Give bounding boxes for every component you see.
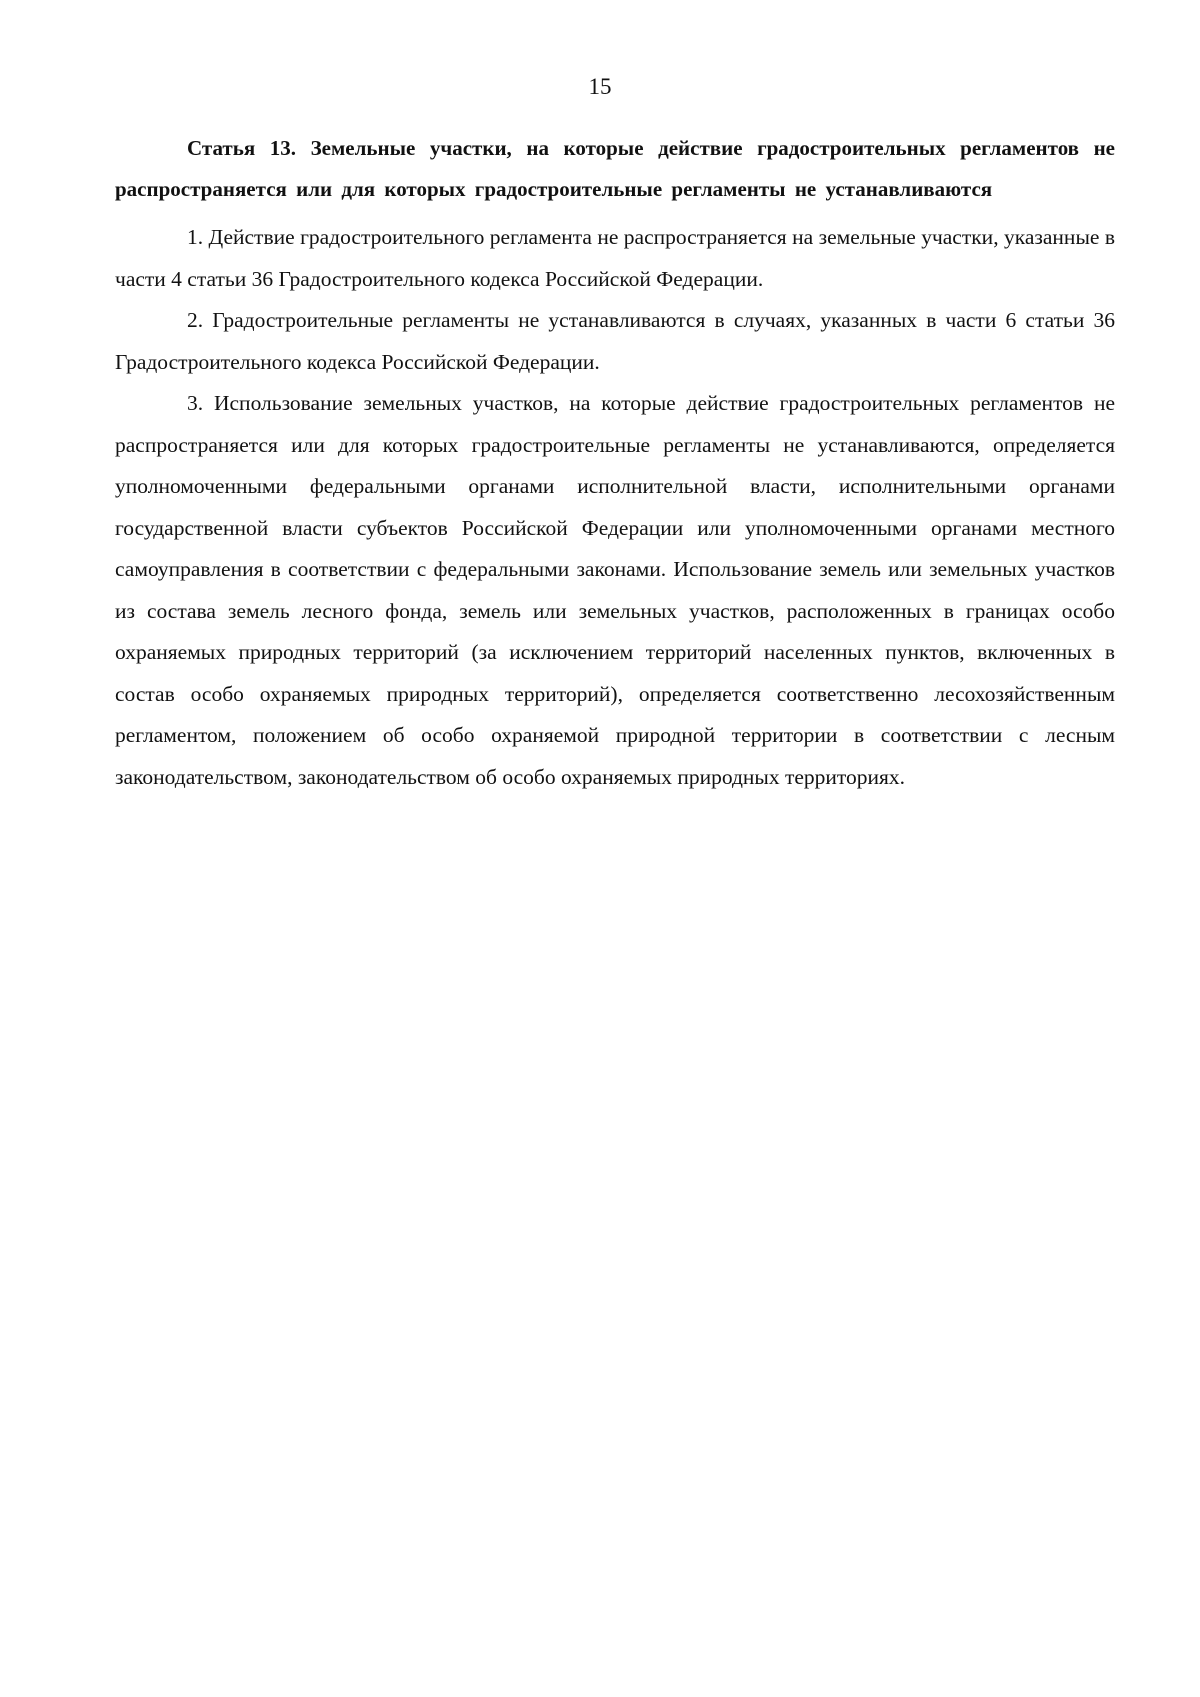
article-paragraph-3: 3. Использование земельных участков, на которые действие градостроительных регламентов не распространяется или для которых градостроительные регламенты не устанавливаются, определяется уполномоченными федеральными органами исполнительной власти, исполнительными органами государственной власти субъектов Российской Федерации или уполномоченными органами местного самоуправления в соответствии с федеральными законами. Использование земель или земельных участков из состава земель лесного фонда, земель или земельных участков, расположенных в границах особо охраняемых природных территорий (за исключением территорий населенных пунктов, включенных в состав особо охраняемых природных территорий), определяется соответственно лесохозяйственным регламентом, положением об особо охраняемой природной территории в соответствии с лесным законодательством, законодательством об особо охраняемых природных территориях. (115, 391, 1115, 789)
article-heading: Статья 13. Земельные участки, на которые действие градостроительных регламентов не распространяется или для которых градостроительные регламенты не устанавливаются (115, 136, 1115, 201)
article-paragraph-2: 2. Градостроительные регламенты не устанавливаются в случаях, указанных в части 6 статьи 36 Градостроительного кодекса Российской Федерации. (115, 308, 1115, 374)
page-number: 15 (588, 74, 612, 99)
article-paragraph-1: 1. Действие градостроительного регламента не распространяется на земельные участки, указанные в части 4 статьи 36 Градостроительного кодекса Российской Федерации. (115, 225, 1115, 291)
document-body (115, 128, 1115, 798)
